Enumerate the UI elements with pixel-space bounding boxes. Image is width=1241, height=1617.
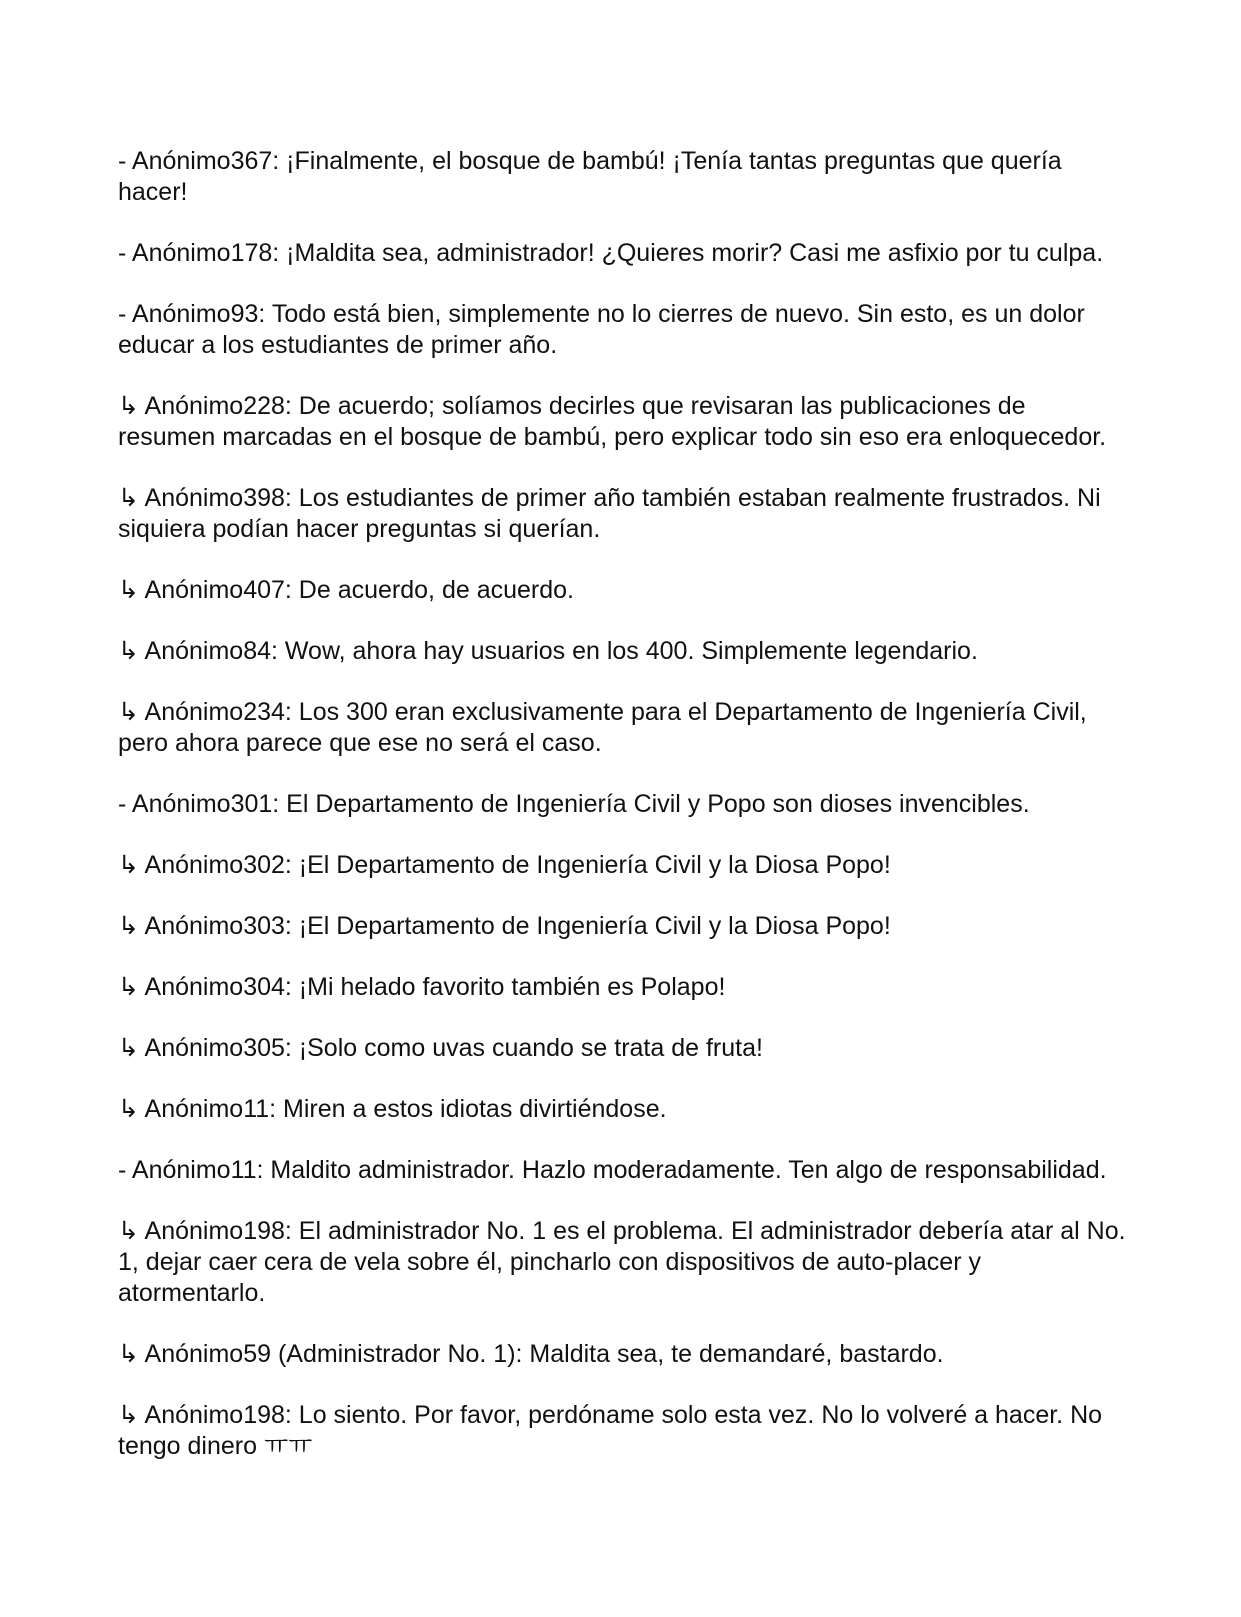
reply-arrow-icon: ↳	[118, 1095, 139, 1123]
reply-arrow-icon: ↳	[118, 912, 139, 940]
post-text: Anónimo93: Todo está bien, simplemente no lo cierres de nuevo. Sin esto, es un dolor educar a los estudiantes de primer año.	[118, 300, 1085, 359]
post-list	[118, 146, 1128, 1462]
post-text: Anónimo407: De acuerdo, de acuerdo.	[144, 576, 574, 604]
reply-item	[118, 636, 1128, 667]
reply-item	[118, 483, 1128, 545]
post-text: Anónimo198: El administrador No. 1 es el problema. El administrador debería atar al No. 1, dejar caer cera de vela sobre él, pincharlo con dispositivos de auto-placer y atormentarlo.	[118, 1217, 1126, 1307]
post-text: Anónimo398: Los estudiantes de primer año también estaban realmente frustrados. Ni siquiera podían hacer preguntas si querían.	[118, 484, 1101, 543]
reply-item	[118, 972, 1128, 1003]
reply-item	[118, 1400, 1128, 1462]
post-text: Anónimo305: ¡Solo como uvas cuando se trata de fruta!	[144, 1034, 763, 1062]
reply-item	[118, 1094, 1128, 1125]
post-text: Anónimo367: ¡Finalmente, el bosque de bambú! ¡Tenía tantas preguntas que quería hacer!	[118, 147, 1062, 206]
post-text: Anónimo302: ¡El Departamento de Ingeniería Civil y la Diosa Popo!	[144, 851, 891, 879]
post-text: Anónimo84: Wow, ahora hay usuarios en los 400. Simplemente legendario.	[144, 637, 978, 665]
reply-arrow-icon: ↳	[118, 851, 139, 879]
reply-arrow-icon: ↳	[118, 1340, 139, 1368]
post-text: Anónimo198: Lo siento. Por favor, perdóname solo esta vez. No lo volveré a hacer. No tengo dinero ㅠㅠ	[118, 1401, 1103, 1460]
post-marker: -	[118, 300, 127, 328]
post-text: Anónimo234: Los 300 eran exclusivamente para el Departamento de Ingeniería Civil, pero ahora parece que ese no será el caso.	[118, 698, 1087, 757]
reply-item	[118, 391, 1128, 453]
post-text: Anónimo59 (Administrador No. 1): Maldita sea, te demandaré, bastardo.	[144, 1340, 944, 1368]
post-marker: -	[118, 790, 127, 818]
reply-item	[118, 575, 1128, 606]
reply-arrow-icon: ↳	[118, 1217, 139, 1245]
reply-item	[118, 911, 1128, 942]
reply-item	[118, 1339, 1128, 1370]
post-item	[118, 299, 1128, 361]
post-item	[118, 1155, 1128, 1186]
reply-item	[118, 850, 1128, 881]
reply-arrow-icon: ↳	[118, 973, 139, 1001]
reply-arrow-icon: ↳	[118, 484, 139, 512]
reply-arrow-icon: ↳	[118, 1034, 139, 1062]
reply-arrow-icon: ↳	[118, 576, 139, 604]
reply-arrow-icon: ↳	[118, 1401, 139, 1429]
reply-arrow-icon: ↳	[118, 637, 139, 665]
post-text: Anónimo11: Maldito administrador. Hazlo moderadamente. Ten algo de responsabilidad.	[131, 1156, 1107, 1184]
post-marker: -	[118, 147, 127, 175]
reply-item	[118, 1216, 1128, 1309]
post-item	[118, 238, 1128, 269]
post-text: Anónimo303: ¡El Departamento de Ingeniería Civil y la Diosa Popo!	[144, 912, 891, 940]
post-text: Anónimo178: ¡Maldita sea, administrador! ¿Quieres morir? Casi me asfixio por tu culpa.	[131, 239, 1104, 267]
post-text: Anónimo228: De acuerdo; solíamos decirles que revisaran las publicaciones de resumen marcadas en el bosque de bambú, pero explicar todo sin eso era enloquecedor.	[118, 392, 1107, 451]
reply-item	[118, 1033, 1128, 1064]
post-text: Anónimo304: ¡Mi helado favorito también es Polapo!	[144, 973, 726, 1001]
reply-arrow-icon: ↳	[118, 698, 139, 726]
post-text: Anónimo11: Miren a estos idiotas divirtiéndose.	[144, 1095, 667, 1123]
post-marker: -	[118, 239, 127, 267]
reply-item	[118, 697, 1128, 759]
post-text: Anónimo301: El Departamento de Ingeniería Civil y Popo son dioses invencibles.	[131, 790, 1030, 818]
reply-arrow-icon: ↳	[118, 392, 139, 420]
post-item	[118, 789, 1128, 820]
post-marker: -	[118, 1156, 127, 1184]
post-item	[118, 146, 1128, 208]
